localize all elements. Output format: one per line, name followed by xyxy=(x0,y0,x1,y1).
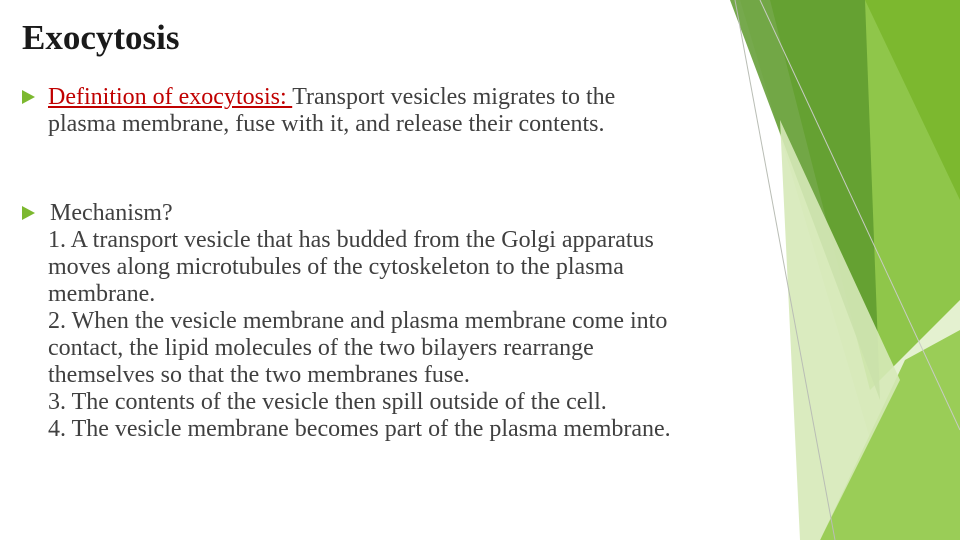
mechanism-line: moves along microtubules of the cytoskeleton to the plasma xyxy=(48,254,624,280)
definition-line-1 xyxy=(22,84,782,111)
mechanism-heading: Mechanism? xyxy=(50,200,173,226)
mechanism-line: 2. When the vesicle membrane and plasma membrane come into xyxy=(48,308,668,334)
mechanism-bullet xyxy=(22,200,812,443)
mechanism-line: 3. The contents of the vesicle then spill outside of the cell. xyxy=(48,389,607,415)
definition-term: Definition of exocytosis: xyxy=(48,84,293,110)
mechanism-line: 1. A transport vesicle that has budded from the Golgi apparatus xyxy=(48,227,654,253)
mechanism-line: membrane. xyxy=(48,281,156,307)
definition-bullet xyxy=(22,84,782,138)
mechanism-line: themselves so that the two membranes fuse. xyxy=(48,362,470,388)
definition-text-1: Transport vesicles migrates to the xyxy=(292,84,616,110)
mechanism-steps xyxy=(22,227,812,443)
definition-line-2: plasma membrane, fuse with it, and release their contents. xyxy=(48,111,605,137)
triangle-bullet-icon xyxy=(22,90,35,104)
triangle-bullet-icon xyxy=(22,206,35,220)
mechanism-line: 4. The vesicle membrane becomes part of the plasma membrane. xyxy=(48,416,671,442)
slide-title: Exocytosis xyxy=(22,18,180,57)
mechanism-line: contact, the lipid molecules of the two bilayers rearrange xyxy=(48,335,594,361)
